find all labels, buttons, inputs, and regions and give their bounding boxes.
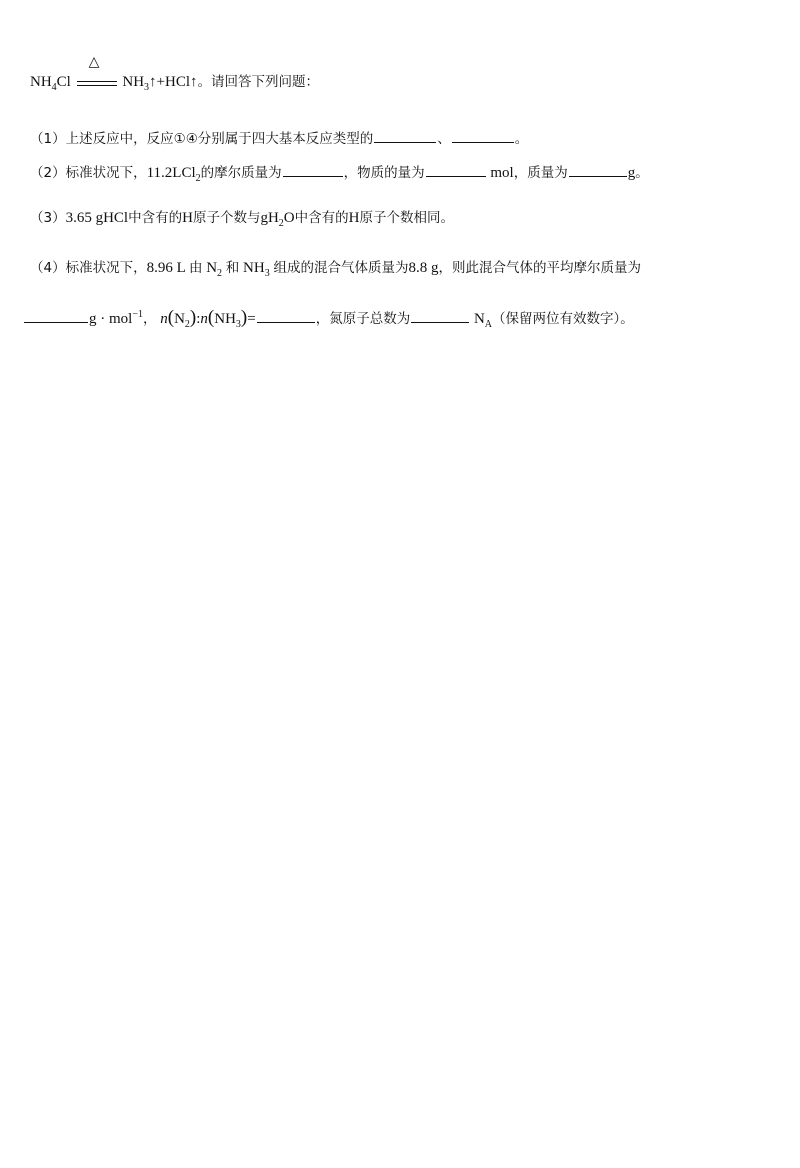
answer-blank[interactable] <box>283 162 343 177</box>
question-4-part1: （4）标准状况下，8.96 L 由 $N_2$ 和 $NH_3$ 组成的混合气体质量为8.8 g，则此混合气体的平均摩尔质量为 <box>30 260 641 279</box>
question-2: （2）标准状况下，11.2LCl$_2$的摩尔质量为 ，物质的量为 mol，质量为 g。 <box>30 162 649 183</box>
question-1: （1）上述反应中，反应①④分别属于四大基本反应类型的 、 。 <box>30 128 528 149</box>
product-ammonia: $NH_3$ <box>122 74 150 93</box>
question-3: （3）3.65 gHCl中含有的H原子个数与$gH_2O$中含有的H原子个数相同。 <box>30 210 454 229</box>
answer-blank[interactable] <box>24 308 88 323</box>
question-4-part2: g · mol$^{-1}$， $n(N_2):n(NH_3)=$ ，氮原子总数为 $N_A$（保留两位有效数字）。 <box>30 308 634 329</box>
heating-equal-sign <box>75 54 119 93</box>
answer-blank[interactable] <box>452 128 514 143</box>
gas-arrow-icon: ↑ <box>190 74 198 90</box>
answer-blank[interactable] <box>426 162 486 177</box>
answer-blank[interactable] <box>411 308 469 323</box>
answer-blank[interactable] <box>569 162 627 177</box>
answer-blank[interactable] <box>374 128 436 143</box>
instruction-text: 。请回答下列问题： <box>197 74 319 90</box>
mole-ratio-expression: $n(N_2):n(NH_3)=$ <box>160 307 256 330</box>
product-hcl: +HCl <box>156 74 190 90</box>
reaction-equation <box>30 54 319 93</box>
gas-arrow-icon: ↑ <box>149 74 157 90</box>
reactant-formula: $NH_4Cl$ <box>30 74 71 93</box>
answer-blank[interactable] <box>257 308 315 323</box>
heat-triangle-icon: △ <box>88 54 100 70</box>
